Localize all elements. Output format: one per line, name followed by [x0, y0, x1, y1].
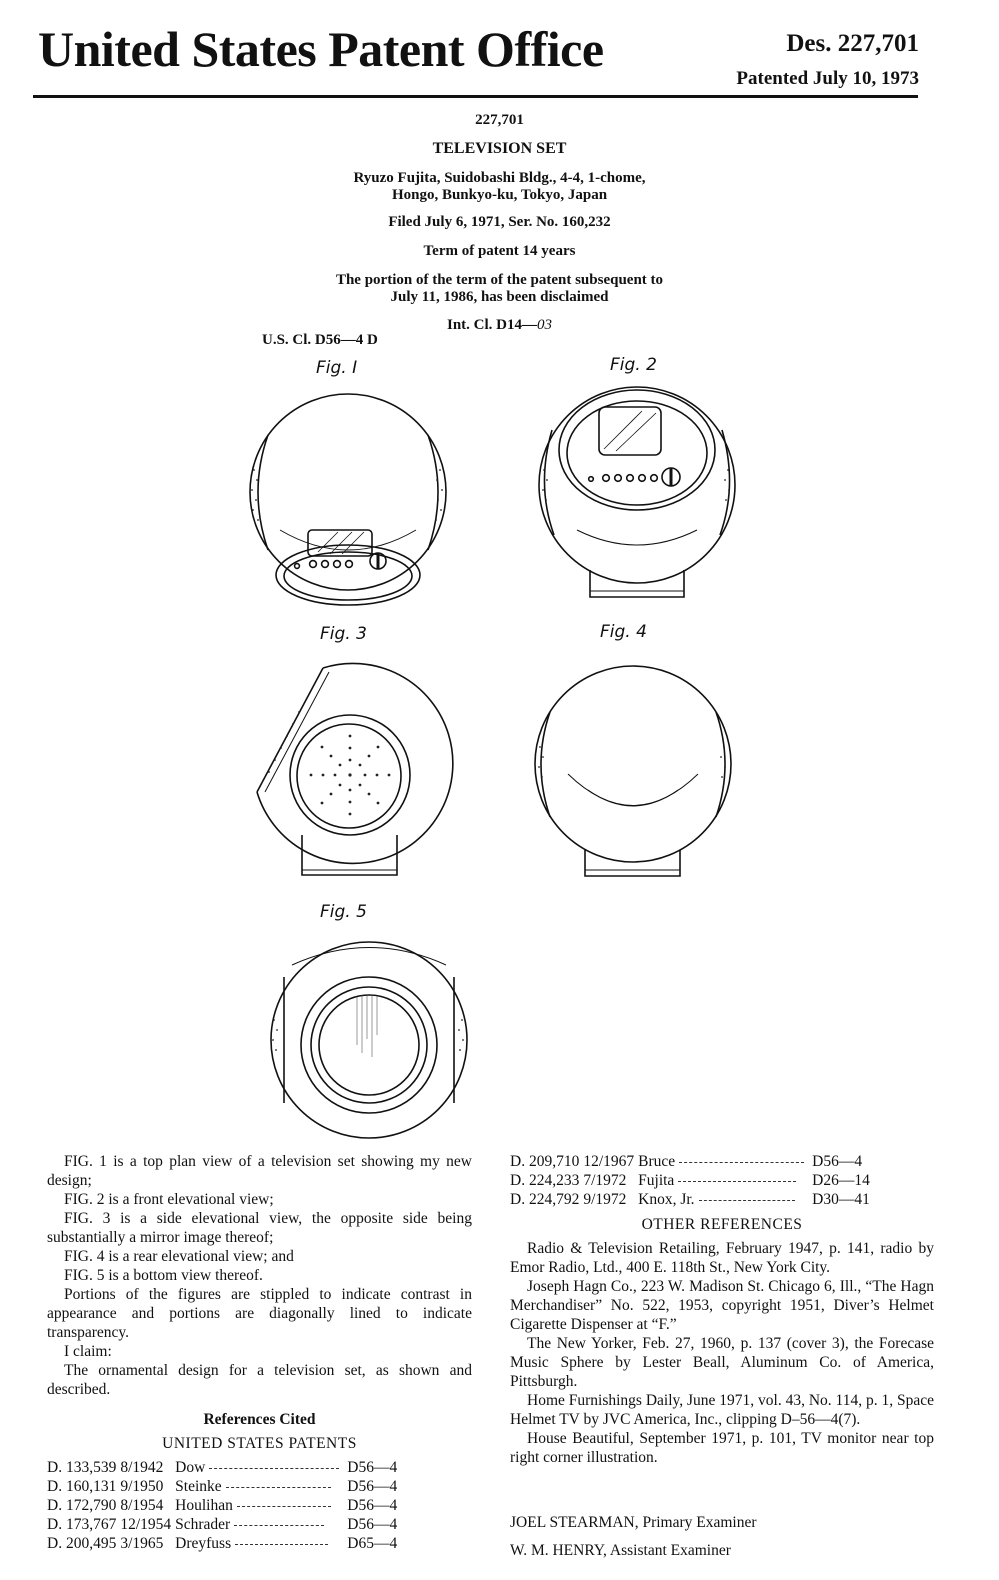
table-row: D. 200,495 3/1965 Dreyfuss D65—4: [47, 1535, 398, 1552]
fig-2-label: Fig. 2: [610, 355, 657, 375]
other-reference: The New Yorker, Feb. 27, 1960, p. 137 (cover 3), the Forecase Music Sphere by Lester Beall, Aluminum Co. of America, Pittsburgh.: [510, 1335, 934, 1390]
international-class: Int. Cl. D14—03: [446, 317, 552, 333]
references-table-left: [47, 1458, 401, 1553]
patent-title: TELEVISION SET: [432, 140, 567, 157]
inventor-line-1: Ryuzo Fujita, Suidobashi Bldg., 4-4, 1-chome,: [353, 170, 646, 186]
primary-examiner: JOEL STEARMAN, Primary Examiner: [510, 1514, 757, 1531]
description-paragraph: FIG. 1 is a top plan view of a television set showing my new design;: [47, 1153, 472, 1189]
fig-4-label: Fig. 4: [600, 622, 647, 642]
us-class: U.S. Cl. D56—4 D: [262, 332, 378, 348]
description-paragraph: FIG. 5 is a bottom view thereof.: [64, 1267, 263, 1284]
description-paragraph: FIG. 4 is a rear elevational view; and: [64, 1248, 294, 1265]
description-paragraph: FIG. 3 is a side elevational view, the opposite side being substantially a mirror image thereof;: [47, 1210, 472, 1246]
references-table-right: [510, 1152, 874, 1209]
design-number: Des. 227,701: [786, 30, 919, 57]
other-reference: Joseph Hagn Co., 223 W. Madison St. Chicago 6, Ill., “The Hagn Merchandiser” No. 522, 1953, copyright 1951, Diver’s Helmet Cigarette Dispenser at “F.”: [510, 1278, 934, 1333]
other-reference: Radio & Television Retailing, February 1947, p. 141, radio by Emor Radio, Ltd., 400 E. 118th St., New York City.: [510, 1240, 934, 1276]
office-title: United States Patent Office: [38, 21, 604, 77]
disclaimer-line-1: The portion of the term of the patent subsequent to: [335, 272, 664, 288]
description-paragraph: Portions of the figures are stippled to indicate contrast in appearance and portions are diagonally lined to indicate transparency.: [47, 1286, 472, 1341]
fig-3-drawing: [245, 660, 460, 885]
assistant-examiner: W. M. HENRY, Assistant Examiner: [510, 1542, 731, 1559]
description-block: [47, 1152, 472, 1399]
references-heading: References Cited: [203, 1411, 316, 1428]
claim-text: The ornamental design for a television set, as shown and described.: [47, 1362, 472, 1398]
fig-1-label: Fig. I: [316, 358, 358, 378]
header-rule: [33, 95, 918, 98]
description-paragraph: FIG. 2 is a front elevational view;: [64, 1191, 274, 1208]
other-reference: Home Furnishings Daily, June 1971, vol. 43, No. 114, p. 1, Space Helmet TV by JVC America, Inc., clipping D–56—4(7).: [510, 1392, 934, 1428]
fig-5-drawing: [262, 935, 477, 1145]
table-row: D. 160,131 9/1950 Steinke D56—4: [47, 1478, 398, 1495]
patent-term: Term of patent 14 years: [423, 243, 576, 259]
inventor-line-2: Hongo, Bunkyo-ku, Tokyo, Japan: [391, 187, 608, 203]
fig-4-drawing: [528, 662, 738, 884]
claim-heading: I claim:: [64, 1343, 112, 1360]
patent-date: Patented July 10, 1973: [736, 68, 919, 89]
table-row: D. 173,767 12/1954 Schrader D56—4: [47, 1516, 398, 1533]
table-row: D. 224,233 7/1972 Fujita D26—14: [510, 1172, 870, 1189]
fig-3-label: Fig. 3: [320, 624, 367, 644]
other-reference: House Beautiful, September 1971, p. 101, TV monitor near top right corner illustration.: [510, 1430, 934, 1466]
table-row: D. 172,790 8/1954 Houlihan D56—4: [47, 1497, 398, 1514]
table-row: D. 224,792 9/1972 Knox, Jr. D30—41: [510, 1191, 870, 1208]
fig-5-label: Fig. 5: [320, 902, 367, 922]
other-references-heading: OTHER REFERENCES: [641, 1216, 803, 1233]
disclaimer-line-2: July 11, 1986, has been disclaimed: [390, 289, 609, 305]
patent-number: 227,701: [475, 112, 524, 128]
fig-2-drawing: [532, 375, 742, 605]
table-row: D. 209,710 12/1967 Bruce D56—4: [510, 1153, 863, 1170]
other-references-block: [510, 1239, 934, 1467]
table-row: D. 133,539 8/1942 Dow D56—4: [47, 1459, 398, 1476]
fig-1-drawing: [240, 380, 460, 610]
us-patents-heading: UNITED STATES PATENTS: [162, 1435, 357, 1452]
filing-info: Filed July 6, 1971, Ser. No. 160,232: [388, 214, 611, 230]
